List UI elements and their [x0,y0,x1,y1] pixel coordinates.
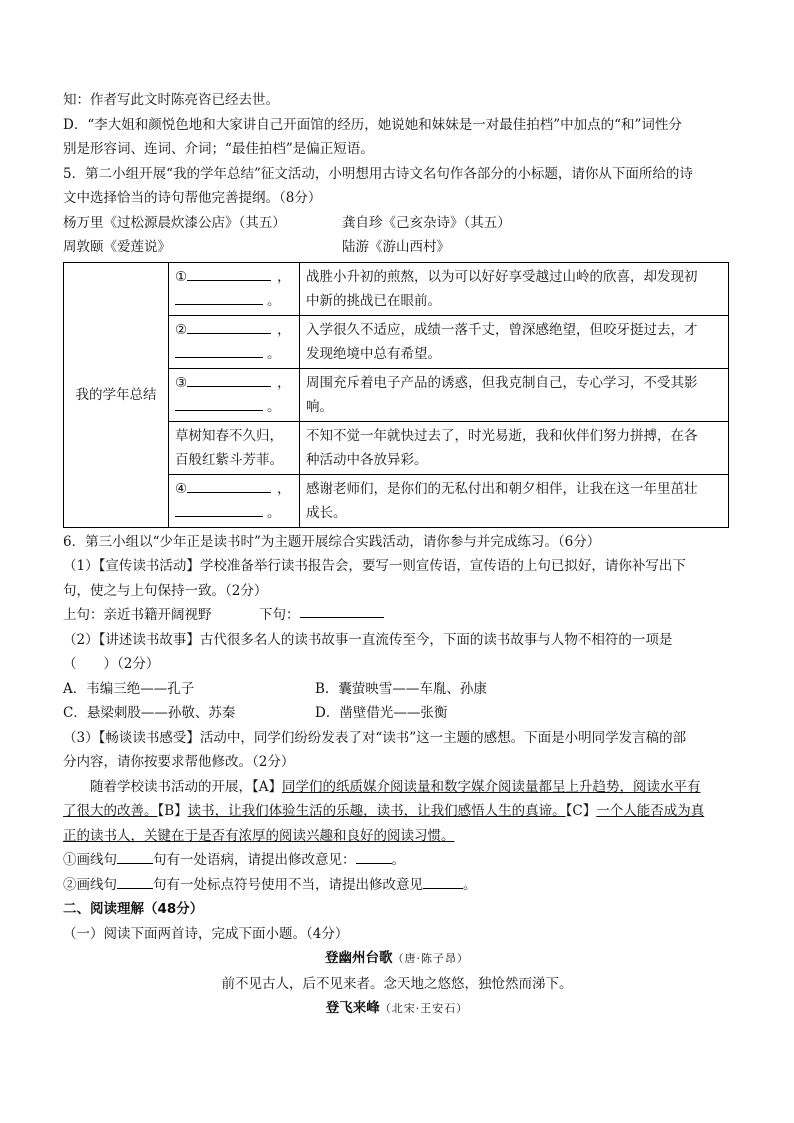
text-line: 别是形容词、连词、介词；“最佳拍档”是偏正短语。 [63,141,374,157]
source-item: 陆游《游山西村》 [342,239,450,255]
speech-para: 了很大的改善。【B】读书，让我们体验生活的乐趣，读书，让我们感悟人生的真谛。【C】一个人能否成为真 [63,803,705,819]
answer-blank[interactable] [187,266,271,281]
poem-title-line: 登飞来峰（北宋·王安石） [325,1000,469,1016]
slogan-row: 上句：亲近书籍开阔视野 下句： [63,603,731,628]
given-cell: 草树知春不久归， 百般红紫斗芳菲。 [169,421,300,474]
source-row [63,235,731,260]
row-label: 我的学年总结 [64,262,169,527]
answer-blank[interactable] [175,502,263,517]
text-line: D．“李大姐和颜悦色地和大家讲自己开面馆的经历，她说她和妹妹是一对最佳拍档”中加点的“和”词性分 [63,116,682,133]
summary-table [63,262,729,528]
desc-cell: 感谢老师们，是你们的无私付出和朝夕相伴，让我在这一年里茁壮 成长。 [300,474,729,527]
question-5-cont: 文中选择恰当的诗句帮他完善提纲。（8分） [63,190,322,206]
desc-cell: 周围充斥着电子产品的诱惑，但我克制自己，专心学习，不受其影 响。 [300,368,729,421]
source-item: 杨万里《过松源晨炊漆公店》（其五） [63,214,286,231]
answer-blank[interactable] [187,372,271,387]
blank-cell: ③ ， 。 [169,368,300,421]
answer-line-1: ①画线句 句有一处语病，请提出修改意见： 。 [63,848,731,873]
answer-line-2: ②画线句 句有一处标点符号使用不当，请提出修改意见 。 [63,873,731,898]
answer-blank[interactable] [175,290,263,305]
q6-part3-cont: 分内容，请你按要求帮他修改。（2分） [63,754,295,770]
question-6: 6．第三小组以“少年正是读书时”为主题开展综合实践活动，请你参与并完成练习。（6分） [63,533,601,550]
option-d[interactable]: D．凿壁借光——张衡 [315,705,448,721]
desc-cell: 战胜小升初的煎熬，以为可以好好享受越过山岭的欣喜，却发现初 中新的挑战已在眼前。 [300,262,729,315]
desc-cell: 不知不觉一年就快过去了，时光易逝，我和伙伴们努力拼搏，在各 种活动中各放异彩。 [300,421,729,474]
blank-cell: ④ ， 。 [169,474,300,527]
speech-para: 随着学校读书活动的开展，【A】同学们的纸质媒介阅读量和数字媒介阅读量都呈上升趋势，阅读水平有 [90,778,701,795]
poem-title-line: 登幽州台歌（唐·陈子昂） [325,950,469,966]
text-line: 知：作者写此文时陈亮咨已经去世。 [63,92,279,108]
section-heading: 二、阅读理解（48分） [63,901,204,917]
q6-part1-cont: 句，使之与上句保持一致。（2分） [63,582,268,599]
q6-part3: （3）【畅谈读书感受】活动中，同学们纷纷发表了对“读书”这一主题的感想。下面是小明同学发言稿的部 [63,729,687,746]
answer-blank[interactable] [300,603,384,618]
answer-blank[interactable] [117,874,153,889]
answer-blank[interactable] [187,319,271,334]
speech-para: 正的读书人，关键在于是否有浓厚的阅读兴趣和良好的阅读习惯。 [63,827,455,844]
option-c[interactable]: C．悬梁刺股——孙敬、苏秦 [63,705,236,721]
answer-blank[interactable] [175,343,263,358]
q6-part2-cont: （ ）（2分） [63,656,160,672]
source-row [63,211,731,236]
options-row [63,677,731,702]
source-item: 龚自珍《己亥杂诗》（其五） [342,214,511,231]
option-a[interactable]: A．韦编三绝——孔子 [63,680,195,697]
q6-part1: （1）【宣传读书活动】学校准备举行读书报告会，要写一则宣传语，宣传语的上句已拟好，请你补写出下 [63,558,686,574]
answer-blank[interactable] [423,874,463,889]
document-page [63,88,731,1022]
option-b[interactable]: B．囊萤映雪——车胤、孙康 [315,680,487,697]
poem-text: 前不见古人，后不见来者。念天地之悠悠，独怆然而涕下。 [221,975,573,992]
section-sub: （一）阅读下面两首诗，完成下面小题。（4分） [63,925,349,942]
desc-cell: 入学很久不适应，成绩一落千丈，曾深感绝望，但咬牙挺过去，才 发现绝境中总有希望。 [300,315,729,368]
answer-blank[interactable] [175,396,263,411]
answer-blank[interactable] [356,849,392,864]
q6-part2: （2）【讲述读书故事】古代很多名人的读书故事一直流传至今，下面的读书故事与人物不相符的一项是 [63,631,673,648]
table-row [64,262,729,315]
source-item: 周敦颐《爱莲说》 [63,239,171,255]
answer-blank[interactable] [187,478,271,493]
options-row [63,701,731,726]
blank-cell: ② ， 。 [169,315,300,368]
answer-blank[interactable] [117,849,153,864]
blank-cell: ① ， 。 [169,262,300,315]
question-5: 5．第二小组开展“我的学年总结”征文活动，小明想用古诗文名句作各部分的小标题，请你从下面所给的诗 [63,165,693,182]
